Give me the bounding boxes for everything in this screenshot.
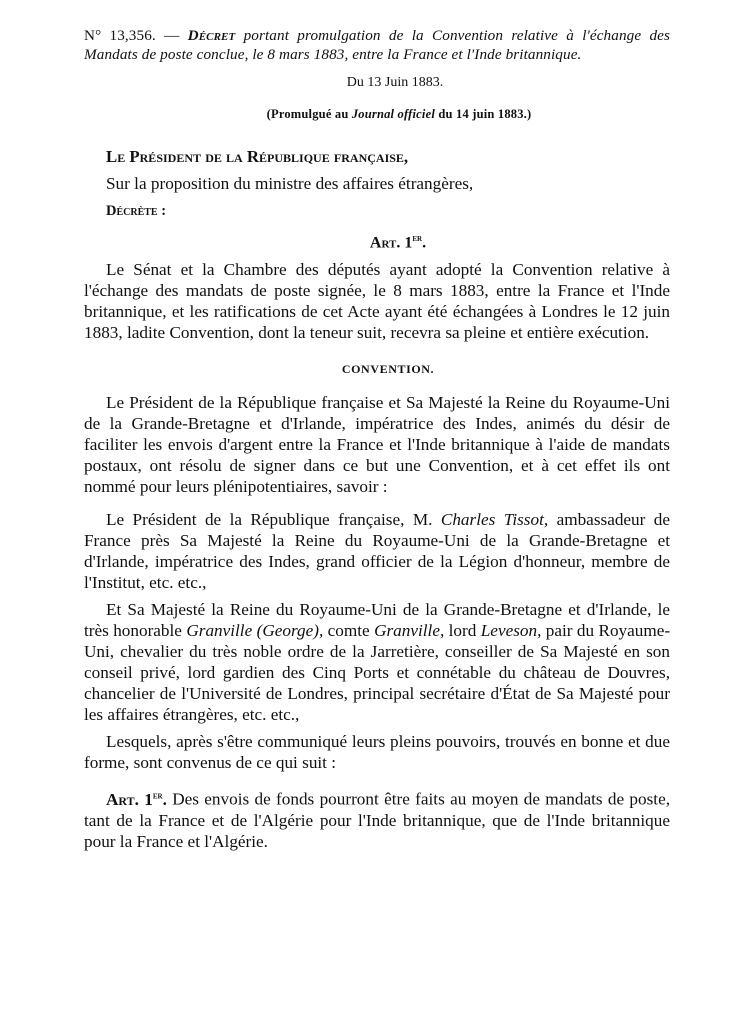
proposition-line: Sur la proposition du ministre des affaires étrangères, — [106, 174, 474, 193]
decree-header — [84, 26, 670, 64]
convention-article-1 — [84, 785, 670, 852]
plenipotentiary-uk — [84, 599, 670, 725]
plenipotentiary-uk-name2: Granville, — [374, 621, 445, 641]
plenipotentiary-france-name: Charles Tissot, — [440, 510, 549, 530]
promulgation-note — [84, 107, 670, 122]
decrete-label: Décrète : — [106, 203, 167, 219]
convention-article-1-sup: er — [152, 790, 163, 802]
decree-word: Décret — [187, 27, 236, 44]
article-1-heading — [84, 228, 670, 253]
promulgation-after: du 14 juin 1883.) — [438, 107, 532, 121]
plenipotentiary-uk-lord: lord — [448, 621, 477, 641]
convention-heading: CONVENTION. — [341, 362, 435, 377]
decree-date: Du 13 Juin 1883. — [346, 75, 444, 90]
lesquels-paragraph: Lesquels, après s'être communiqué leurs pleins pouvoirs, trouvés en bonne et due forme, sont convenus de ce qui suit : — [84, 732, 670, 773]
article-1-text: Le Sénat et la Chambre des députés ayant adopté la Convention relative à l'échange des mandats de poste signée, le 8 mars 1883, entre la France et l'Inde britannique, et les ratifications de cet Acte ayant été échangées à Londres le 12 juin 1883, ladite Convention, dont la teneur suit, recevra sa pleine et entière exécution. — [84, 260, 670, 343]
plenipotentiary-uk-after: pair du Royaume-Uni, chevalier du très noble ordre de la Jarretière, conseiller de Sa Majesté en son conseil privé, lord gardien des Cinq Ports et connétable du château de Douvres, chancelier de l'Université de Londres, principal secrétaire d'État de Sa Majesté pour les affaires étrangères, etc. etc., — [84, 621, 671, 725]
article-1-label: Art. 1 — [369, 234, 413, 252]
document-page — [84, 26, 670, 852]
promulgation-before: (Promulgué au — [266, 107, 349, 121]
plenipotentiary-france — [84, 509, 670, 593]
article-1-sup: er — [412, 233, 423, 244]
plenipotentiary-france-before: Le Président de la République française, M. — [106, 510, 433, 530]
convention-article-1-text: Des envois de fonds pourront être faits au moyen de mandats de poste, tant de la France et de l'Algérie pour l'Inde britannique, que de l'Inde britannique pour la France et l'Algérie. — [84, 790, 671, 852]
decree-title: portant promulgation de la Convention relative à l'échange des Mandats de poste conclue, le 8 mars 1883, entre la France et l'Inde britannique. — [84, 27, 670, 63]
plenipotentiary-uk-before: Et Sa Majesté la Reine du Royaume-Uni de la Grande-Bretagne et d'Irlande, le très honorable — [84, 600, 670, 641]
convention-article-1-dot: . — [162, 790, 167, 810]
plenipotentiary-uk-middle: comte — [327, 621, 370, 641]
convention-article-1-label-text: Art. 1 — [106, 790, 153, 810]
plenipotentiary-uk-name1: Granville (George), — [186, 621, 324, 641]
plenipotentiary-france-after: ambassadeur de France près Sa Majesté la Reine du Royaume-Uni de la Grande-Bretagne et d'Irlande, impératrice des Indes, grand officier de la Légion d'honneur, membre de l'Institut, etc. etc., — [84, 510, 671, 593]
president-line: Le Président de la République française, — [106, 147, 409, 166]
decree-number: N° 13,356. — — [84, 27, 180, 44]
article-1-dot: . — [422, 234, 427, 252]
convention-intro: Le Président de la République française et Sa Majesté la Reine du Royaume-Uni de la Grande-Bretagne et d'Irlande, impératrice des Indes, animés du désir de faciliter les envois d'argent entre la France et l'Inde britannique à l'aide de mandats postaux, ont résolu de signer dans ce but une Convention, et à cet effet ils ont nommé pour leurs plénipotentiaires, savoir : — [84, 393, 670, 497]
convention-article-1-label — [106, 790, 167, 809]
plenipotentiary-uk-name3: Leveson, — [480, 621, 542, 641]
journal-name: Journal officiel — [351, 107, 436, 121]
